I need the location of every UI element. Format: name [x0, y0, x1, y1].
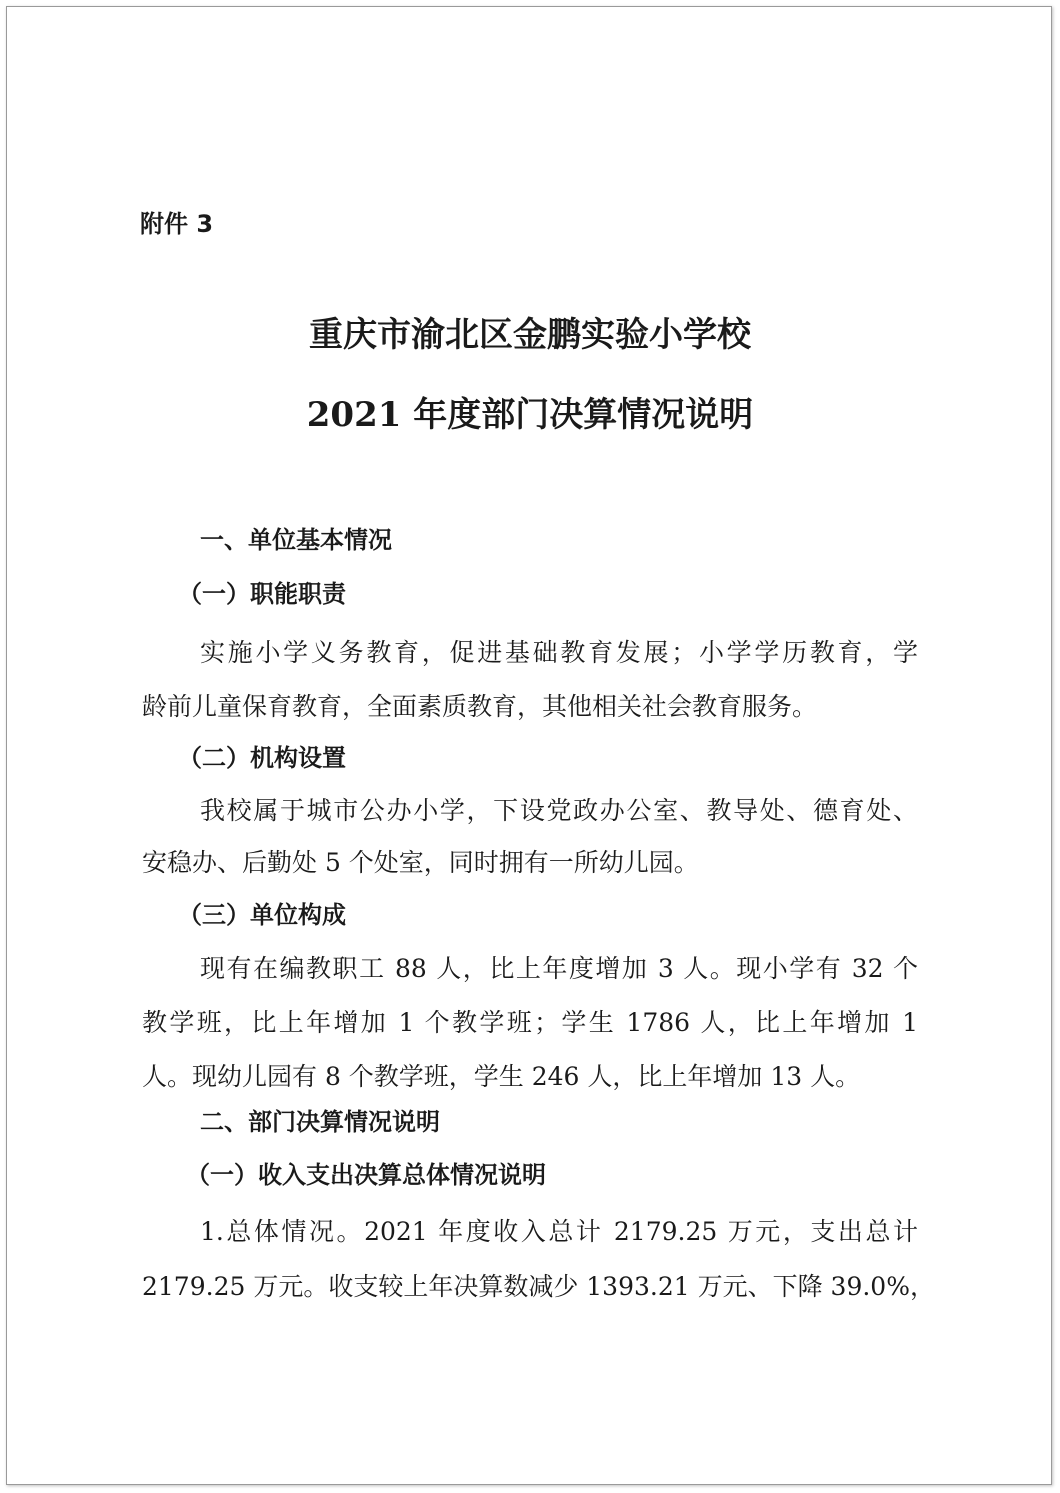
paragraph-line: 现有在编教职工 88 人，比上年度增加 3 人。现小学有 32 个: [200, 954, 918, 983]
subsection-heading-1-3: （三）单位构成: [178, 901, 346, 929]
document-title-line2: 2021 年度部门决算情况说明: [306, 395, 754, 435]
section-heading-2: 二、部门决算情况说明: [200, 1108, 440, 1136]
paragraph-line: 教学班，比上年增加 1 个教学班；学生 1786 人，比上年增加 1: [142, 1008, 918, 1037]
section-heading-1: 一、单位基本情况: [200, 526, 392, 554]
subsection-heading-1-2: （二）机构设置: [178, 744, 346, 772]
annex-label: 附件 3: [140, 210, 214, 238]
subsection-heading-2-1: （一）收入支出决算总体情况说明: [186, 1161, 546, 1189]
document-title-line1: 重庆市渝北区金鹏实验小学校: [309, 315, 751, 355]
paragraph-line: 安稳办、后勤处 5 个处室，同时拥有一所幼儿园。: [142, 848, 699, 877]
paragraph-line: 1.总体情况。2021 年度收入总计 2179.25 万元，支出总计: [200, 1217, 918, 1246]
paragraph-line: 人。现幼儿园有 8 个教学班，学生 246 人，比上年增加 13 人。: [142, 1062, 861, 1091]
paragraph-line: 2179.25 万元。收支较上年决算数减少 1393.21 万元、下降 39.0%，: [142, 1272, 935, 1301]
paragraph-line: 我校属于城市公办小学，下设党政办公室、教导处、德育处、: [200, 796, 918, 825]
subsection-heading-1-1: （一）职能职责: [178, 580, 346, 608]
paragraph-line: 龄前儿童保育教育，全面素质教育，其他相关社会教育服务。: [142, 692, 818, 721]
paragraph-line: 实施小学义务教育，促进基础教育发展；小学学历教育，学: [200, 638, 918, 667]
